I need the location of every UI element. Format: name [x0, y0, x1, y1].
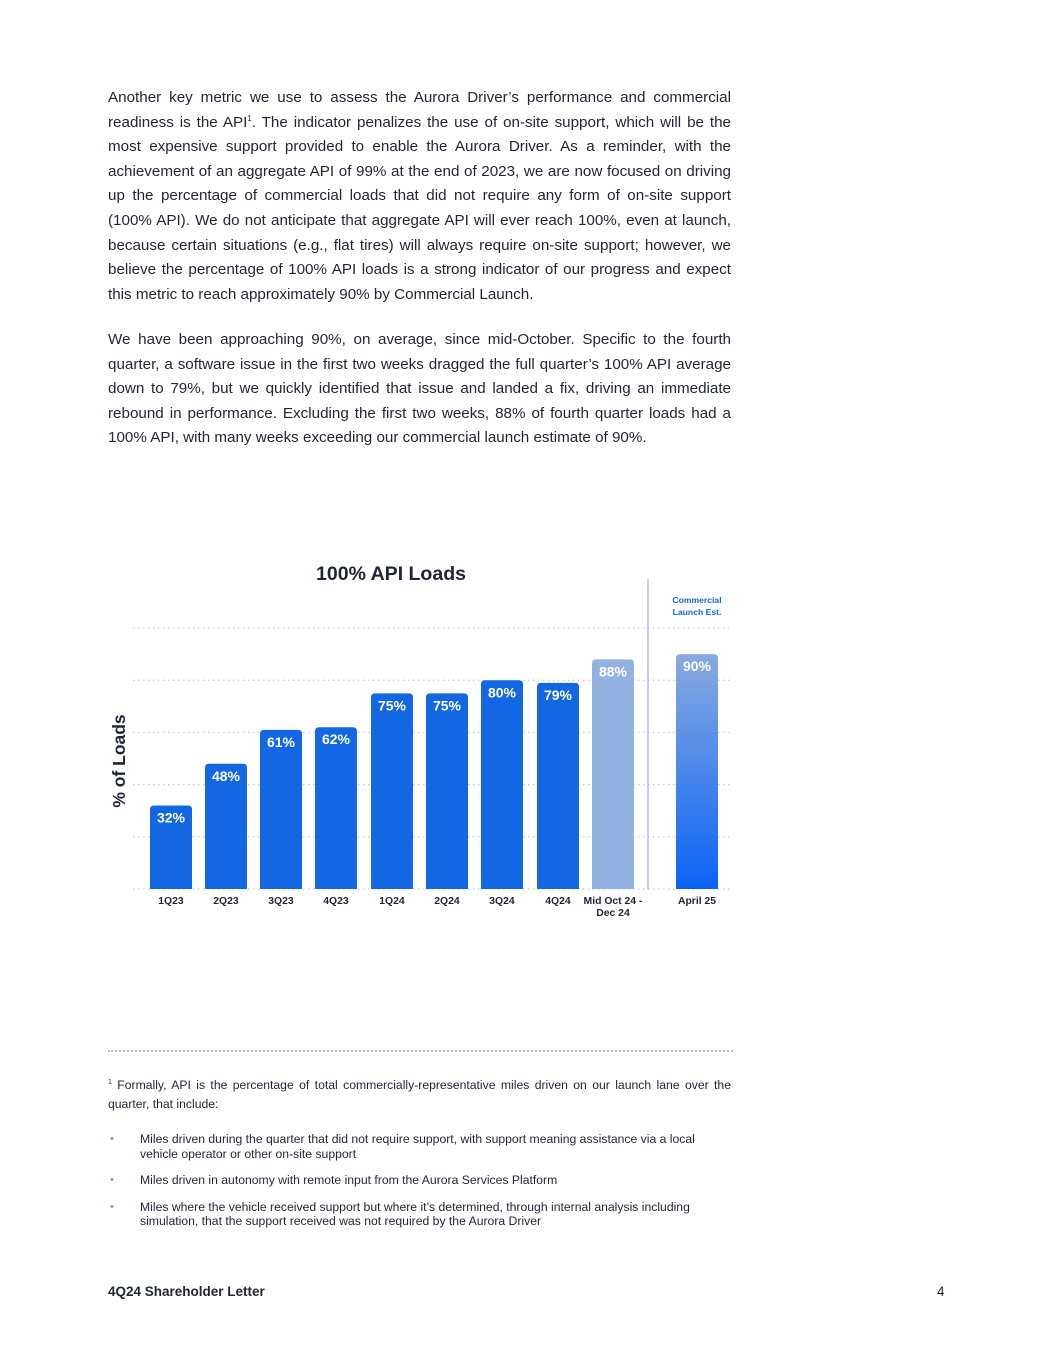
footnote-list-item-text: Miles driven during the quarter that did not require support, with support meaning assistance via a local vehicle operator or other on-site support [140, 1132, 695, 1161]
annotation-text: Commercial [672, 595, 722, 605]
bar-value-label: 62% [321, 731, 351, 748]
paragraph-text: . The indicator penalizes the use of on-site support, which will be the most expensive support provided to enable the Aurora Driver. As a reminder, with the achievement of an aggregate API of 99% at the end of 2023, we are now focused on driving up the percentage of commercial loads that did not require any form of on-site support (100% API). We do not anticipate that aggregate API will ever reach 100%, even at launch, because certain situations (e.g., flat tires) will always require on-site support; however, we believe the percentage of 100% API loads is a strong indicator of our progress and expect this metric to reach approximately 90% by Commercial Launch. [108, 113, 732, 303]
x-tick-label: 2Q24 [434, 896, 460, 907]
bullet-dot-icon: • [110, 1133, 114, 1145]
bar-april-25 [676, 654, 718, 889]
bar-mid-oct-24-dec-24 [592, 659, 634, 889]
annotation-text: Launch Est. [672, 607, 722, 617]
chart-x-tick-labels [158, 896, 716, 919]
bar-value-label: 32% [156, 809, 186, 826]
bar-3q23 [260, 730, 302, 889]
footnote-list-item [108, 1200, 731, 1229]
bar-value-label: 75% [432, 697, 462, 714]
bar-value-label: 48% [211, 767, 241, 784]
footnote-list-item [108, 1173, 731, 1188]
bar-4q23 [315, 727, 357, 889]
bar-value-label: 75% [377, 697, 407, 714]
bar-value-label: 90% [682, 658, 712, 675]
x-tick-label: 4Q24 [545, 896, 571, 907]
paragraph-quarter-performance: We have been approaching 90%, on average, since mid-October. Specific to the fourth quarter, a software issue in the first two weeks dragged the full quarter’s 100% API average down to 79%, but we quickly identified that issue and landed a fix, driving an immediate rebound in performance. Excluding the first two weeks, 88% of fourth quarter loads had a 100% API, with many weeks exceeding our commercial launch estimate of 90%. [108, 331, 731, 447]
bar-value-label: 88% [598, 663, 628, 680]
page-number: 4 [937, 1284, 945, 1299]
bullet-dot-icon: • [110, 1200, 114, 1213]
bar-4q24 [537, 683, 579, 889]
bar-value-label: 61% [266, 733, 296, 750]
x-tick-label: Dec 24 [596, 908, 630, 919]
footnote-list-item [108, 1132, 731, 1161]
footnote-text [108, 1076, 731, 1114]
footnote-list-item-text: Miles where the vehicle received support but where it’s determined, through internal analysis including simulation, that the support received was not required by the Aurora Driver [140, 1199, 690, 1228]
footnote-list-item-text: Miles driven in autonomy with remote input from the Aurora Services Platform [140, 1173, 558, 1187]
y-axis-label: % of Loads [109, 714, 129, 808]
footer-title: 4Q24 Shareholder Letter [108, 1284, 265, 1299]
footnote-body: Formally, API is the percentage of total commercially-representative miles driven on our launch lane over the quarter, that include: [108, 1078, 731, 1111]
paragraph-api-metric [108, 86, 731, 307]
x-tick-label: 1Q24 [379, 896, 405, 907]
footnote-list [108, 1132, 731, 1241]
x-tick-label: Mid Oct 24 - [583, 896, 643, 907]
bar-2q24 [426, 693, 468, 889]
x-tick-label: 3Q23 [268, 896, 294, 907]
bar-3q24 [481, 680, 523, 889]
footnote-divider [108, 1050, 733, 1052]
bar-value-label: 79% [543, 686, 573, 703]
bullet-dot-icon: • [110, 1174, 114, 1186]
bar-1q24 [371, 693, 413, 889]
commercial-launch-annotation [672, 595, 721, 617]
chart-title: 100% API Loads [316, 563, 466, 585]
footnote-marker: 1 [108, 1078, 112, 1086]
api-loads-chart [100, 555, 740, 930]
x-tick-label: 3Q24 [489, 896, 515, 907]
x-tick-label: 2Q23 [213, 896, 239, 907]
x-tick-label: 1Q23 [158, 896, 184, 907]
x-tick-label: 4Q23 [323, 896, 349, 907]
x-tick-label: April 25 [677, 896, 717, 907]
paragraph-text: Another key metric we use to assess the Aurora Driver’s performance and commercial readiness is the API [108, 89, 731, 131]
bar-value-label: 80% [487, 684, 517, 701]
footnote-reference[interactable]: 1 [247, 113, 252, 123]
